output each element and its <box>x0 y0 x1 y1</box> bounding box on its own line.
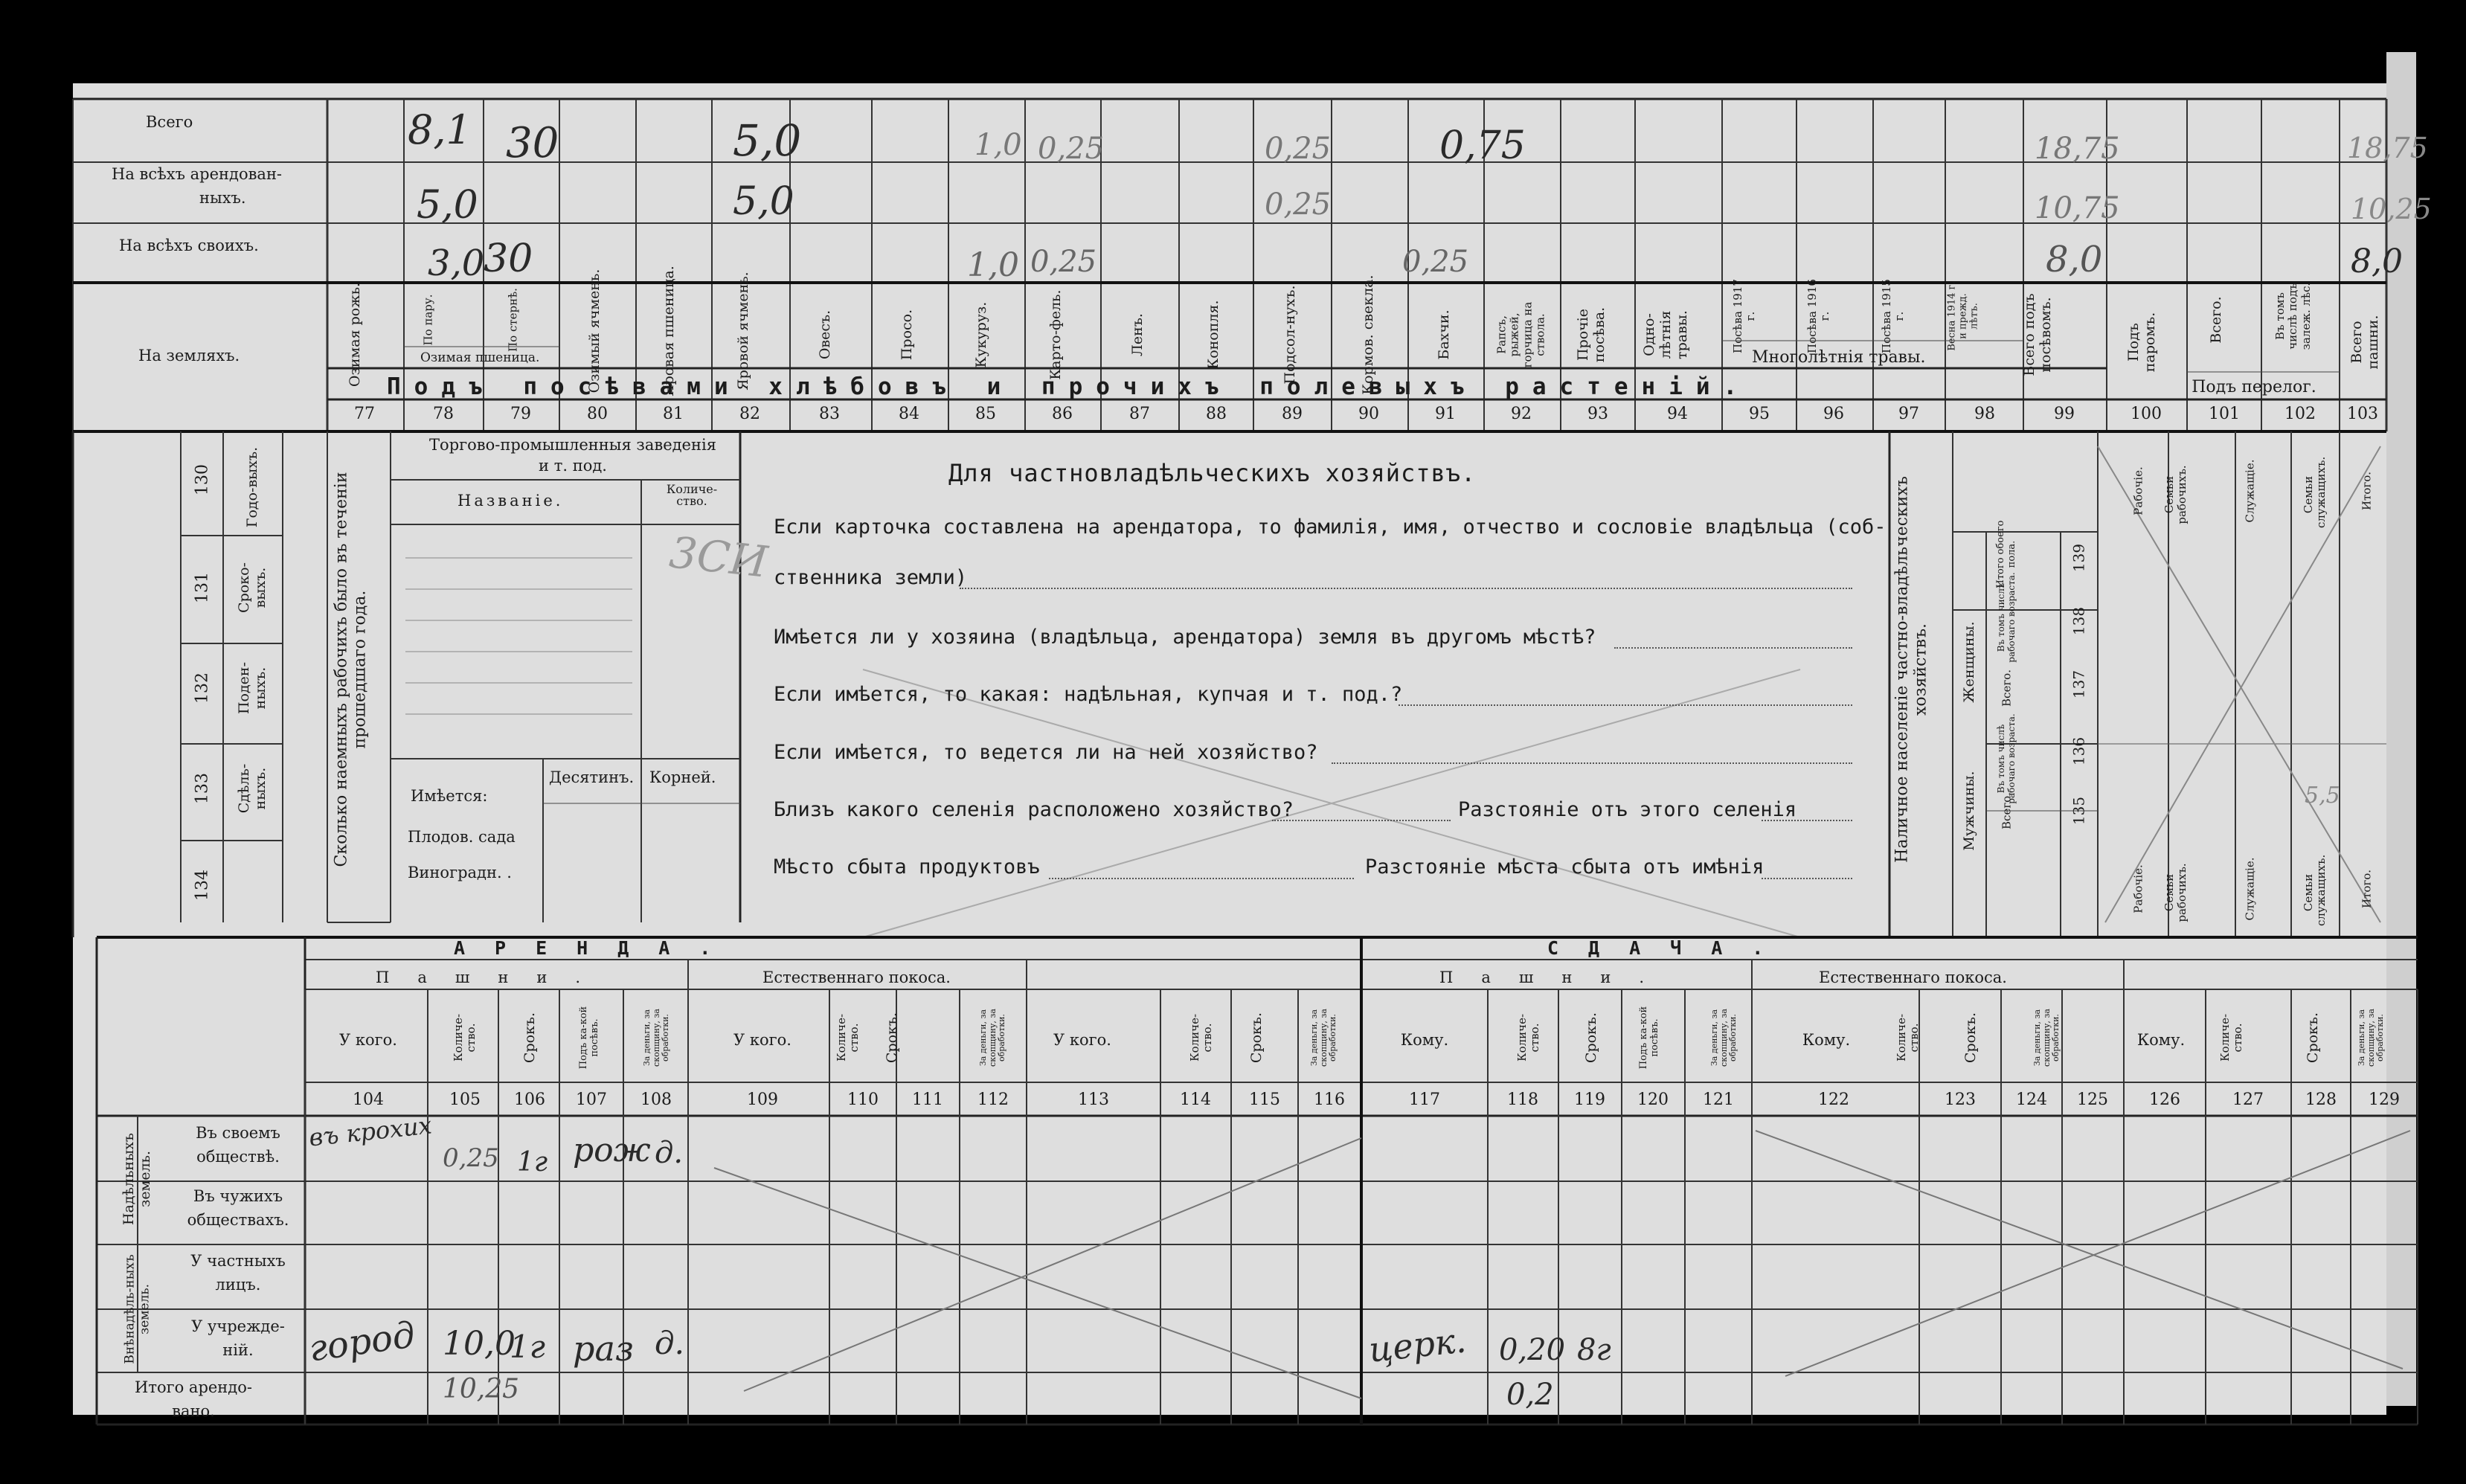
hw-r3-103: 8,0 <box>2351 242 2403 280</box>
answer-line-5b[interactable] <box>1762 820 1852 821</box>
pop-itogo-top: Итого. <box>2360 471 2374 511</box>
row-label-arend-1: На всѣхъ арендован- <box>112 165 283 183</box>
hw-r4-srok2: 8г <box>1577 1333 1611 1367</box>
pop-muzh-v-tom: Въ томъ числѣ рабочаго возраста. <box>1996 713 2017 804</box>
sdacha-komu-2: Кому. <box>1802 1031 1851 1049</box>
sdacha-za-2: За деньги, за скопщину, за обработки. <box>2032 1009 2061 1067</box>
col-number-82: 82 <box>739 405 760 423</box>
crop-po-paru: По пару. <box>421 294 435 346</box>
crop-kukuruza: Кукуруз. <box>973 301 990 368</box>
sdacha-pokosa: Естественнаго покоса. <box>1819 969 2007 986</box>
pop-semyi-sluzh-top: Семьи служащихъ. <box>2301 456 2328 528</box>
arenda-u-kogo-1: У кого. <box>339 1031 397 1049</box>
col-number-105: 105 <box>449 1090 481 1109</box>
pop-rabochie-bot: Рабочiе. <box>2131 864 2145 913</box>
col-number-121: 121 <box>1703 1090 1734 1109</box>
hw-r1-85: 1,0 <box>974 128 1022 162</box>
crop-proso: Просо. <box>899 309 916 361</box>
trade-vinograd: Виноградн. . <box>408 864 512 881</box>
crop-pod-perelog: Подъ перелог. <box>2192 378 2316 396</box>
col-number-118: 118 <box>1507 1090 1538 1109</box>
col-num-131: 131 <box>193 572 212 603</box>
hw-r3-78: 3,0 <box>428 242 485 284</box>
hw-r3-85: 1,0 <box>967 246 1019 284</box>
private-q5: Близъ какого селенiя расположено хозяйство? <box>774 798 1294 821</box>
col-number-113: 113 <box>1078 1090 1109 1109</box>
trade-sad: Плодов. сада <box>408 828 516 846</box>
private-q2: Имѣется ли у хозяина (владѣльца, арендатора) земля въ другомъ мѣстѣ? <box>774 626 1596 649</box>
pop-sluzh-bot: Служащiе. <box>2243 857 2257 921</box>
private-q6: Мѣсто сбыта продуктовъ <box>774 855 1040 878</box>
private-q3: Если имѣется, то какая: надѣльная, купчая и т. под.? <box>774 683 1403 706</box>
crop-ozimaya-rozh: Озимая рожь. <box>347 282 364 388</box>
private-q5b: Разстоянiе отъ этого селенiя <box>1458 798 1797 821</box>
hw-r3-99: 8,0 <box>2046 239 2103 280</box>
pop-itogo-obo: Итого обоего пола. <box>1995 520 2017 588</box>
pop-139: 139 <box>2070 543 2088 573</box>
row-u-uchrezh-1: У учрежде- <box>191 1317 285 1335</box>
arenda-pokosa: Естественнаго покоса. <box>762 969 951 986</box>
trade-qty-header: Количе-ство. <box>666 482 718 508</box>
sdacha-srok-3: Срокъ. <box>2305 1012 2322 1064</box>
col-number-78: 78 <box>433 405 454 423</box>
answer-line-4[interactable] <box>1332 762 1852 764</box>
col-number-106: 106 <box>514 1090 545 1109</box>
hw-itogo-qty2: 0,2 <box>1506 1378 1554 1412</box>
arenda-pashni: Пашни. <box>376 969 609 986</box>
col-number-127: 127 <box>2232 1090 2264 1109</box>
hw-r1-103: 18,75 <box>2347 132 2428 164</box>
sdacha-komu-1: Кому. <box>1400 1031 1449 1049</box>
row-v-chuzhih-2: обществахъ. <box>187 1211 289 1229</box>
crop-podsolnuh: Подсол-нухъ. <box>1282 285 1299 385</box>
row-u-chastnyh-2: лицъ. <box>215 1276 261 1294</box>
hw-r4-za: д. <box>655 1325 684 1361</box>
hw-r1-kogo: въ крохих <box>307 1111 434 1152</box>
hw-pop-55: 5,5 <box>2305 783 2340 809</box>
col-number-99: 99 <box>2054 405 2075 423</box>
row-itogo-2: вано. <box>172 1402 215 1420</box>
col-number-112: 112 <box>977 1090 1009 1109</box>
col-number-85: 85 <box>975 405 996 423</box>
workers-caption: Сколько наемныхъ рабочихъ было въ теченiи прошедшаго года. <box>332 472 370 867</box>
private-title: Для частновладѣльческихъ хозяйствъ. <box>948 459 1477 487</box>
private-q4: Если имѣется, то ведется ли на ней хозяйство? <box>774 741 1318 764</box>
pop-137: 137 <box>2070 669 2088 699</box>
crop-yarovaya-pshenica: Яровая пшеница. <box>661 266 678 396</box>
col-number-88: 88 <box>1206 405 1227 423</box>
row-label-svoih: На всѣхъ своихъ. <box>119 237 259 254</box>
arenda-za-1: За деньги, за скопщину, за обработки. <box>642 1009 671 1067</box>
crop-bahchi: Бахчи. <box>1436 309 1453 360</box>
crop-konoplya: Конопля. <box>1205 300 1222 370</box>
hw-r3-86: 0,25 <box>1030 245 1097 279</box>
crop-poseva-1915: Посѣва 1915 г. <box>1879 279 1906 353</box>
arenda-za-2: За деньги, за скопщину, за обработки. <box>978 1009 1007 1067</box>
row-v-svoem-1: Въ своемъ <box>196 1124 280 1142</box>
pop-sluzh-top: Служащiе. <box>2243 459 2257 523</box>
label-podennyh: Поден-ныхъ. <box>236 661 269 715</box>
pop-136: 136 <box>2070 736 2088 766</box>
col-number-124: 124 <box>2016 1090 2047 1109</box>
col-number-90: 90 <box>1358 405 1379 423</box>
pop-rabochie-top: Рабочiе. <box>2131 466 2145 515</box>
arenda-srok-1: Срокъ. <box>521 1012 539 1064</box>
trade-desyatin: Десятинъ. <box>549 768 635 786</box>
pop-itogo-bot: Итого. <box>2360 869 2374 909</box>
col-number-89: 89 <box>1282 405 1303 423</box>
row-u-uchrezh-2: нiй. <box>222 1341 254 1359</box>
hw-r4-komu: церк. <box>1367 1320 1468 1370</box>
trade-name-header: Названiе. <box>457 492 564 510</box>
crop-poseva-1917: Посѣва 1917 г. <box>1730 279 1757 353</box>
sdacha-qty-1: Количе-ство. <box>1515 1013 1541 1062</box>
crop-poseva-1916: Посѣва 1916 г. <box>1805 279 1831 353</box>
stamp-mark: 3СИ <box>667 527 771 588</box>
hw-r1-78: 8,1 <box>408 106 472 153</box>
crop-prochie: Прочiе посѣва. <box>1575 306 1608 363</box>
col-num-134: 134 <box>193 870 212 901</box>
row-label-vsego: Всего <box>146 113 193 131</box>
arenda-qty-1: Количе-ство. <box>451 1013 478 1062</box>
hw-r1-91: 0,75 <box>1439 123 1526 168</box>
col-number-128: 128 <box>2305 1090 2337 1109</box>
hw-r3-91: 0,25 <box>1402 245 1469 279</box>
hw-r2-78: 5,0 <box>417 183 478 228</box>
crop-vsego-pashni: Всего пашни. <box>2348 315 2381 370</box>
pop-138: 138 <box>2070 606 2088 636</box>
trade-header-2: и т. под. <box>539 457 607 475</box>
crop-vesna-1914: Весна 1914 г. и прежд. лѣтъ. <box>1946 281 1980 351</box>
answer-line-3[interactable] <box>1399 704 1852 706</box>
crop-kartofel: Карто-фель. <box>1047 289 1065 380</box>
col-number-103: 103 <box>2347 405 2378 423</box>
col-number-91: 91 <box>1435 405 1456 423</box>
pop-muzh: Мужчины. <box>1961 771 1978 851</box>
hw-r2-89: 0,25 <box>1265 187 1332 222</box>
col-number-86: 86 <box>1052 405 1073 423</box>
col-number-97: 97 <box>1898 405 1919 423</box>
crop-perelog-v-tom: Въ томъ числѣ подъ залеж. лѣс. <box>2273 282 2313 350</box>
col-number-115: 115 <box>1249 1090 1280 1109</box>
col-number-95: 95 <box>1749 405 1770 423</box>
bot-strike-3 <box>1756 1131 2403 1369</box>
crop-vsego-pod-posevom: Всего подъ посѣвомъ. <box>2021 293 2054 376</box>
col-number-93: 93 <box>1587 405 1608 423</box>
col-number-119: 119 <box>1574 1090 1605 1109</box>
row-label-arend-2: ныхъ. <box>199 189 246 207</box>
pop-zhen: Женщины. <box>1961 621 1978 703</box>
sdacha-komu-3: Кому. <box>2136 1031 2186 1049</box>
pop-zhen-v-tom: Въ томъ числѣ рабочаго возраста. <box>1996 572 2017 663</box>
col-number-110: 110 <box>847 1090 879 1109</box>
pop-strike-1 <box>2098 446 2380 922</box>
answer-line-2[interactable] <box>1614 647 1852 649</box>
trade-korney: Корней. <box>649 768 716 786</box>
answer-line-6b[interactable] <box>1762 878 1852 879</box>
crop-kormov-svekla: Кормов. свекла. <box>1360 274 1377 395</box>
col-number-100: 100 <box>2131 405 2162 423</box>
pop-semyi-rab-bot: Семьи рабочихъ. <box>2162 863 2189 922</box>
pop-semyi-rab-top: Семьи рабочихъ. <box>2162 465 2189 524</box>
hw-r4-qty: 10,0 <box>443 1325 516 1363</box>
arenda-za-3: За деньги, за скопщину, за обработки. <box>1309 1009 1338 1067</box>
label-godovyh: Годо-выхъ. <box>244 446 261 528</box>
private-q1a: Если карточка составлена на арендатора, то фамилiя, имя, отчество и сословiе владѣльца (соб- <box>774 515 1887 539</box>
crop-oves: Овесъ. <box>817 309 834 360</box>
col-number-84: 84 <box>899 405 919 423</box>
col-number-120: 120 <box>1637 1090 1669 1109</box>
row-u-chastnyh-1: У частныхъ <box>190 1252 286 1270</box>
hw-r3-79: 30 <box>484 237 533 281</box>
arenda-banner: АРЕНДА. <box>454 937 741 959</box>
label-sdelnyh: Сдѣль-ныхъ. <box>236 763 269 814</box>
bot-strike-2 <box>744 1138 1361 1391</box>
private-q6b: Разстоянiе мѣста сбыта отъ имѣнiя <box>1365 855 1765 878</box>
arenda-srok-3: Срокъ. <box>1248 1012 1265 1064</box>
col-number-126: 126 <box>2149 1090 2180 1109</box>
crop-ozimaya-pshenica: Озимая пшеница. <box>420 350 540 365</box>
label-srokovyh: Сроко-выхъ. <box>236 562 269 613</box>
col-number-122: 122 <box>1818 1090 1849 1109</box>
crops-banner: Подъ посѣвами хлѣбовъ и прочихъ полевыхъ растенiй. <box>387 373 1751 400</box>
col-number-81: 81 <box>663 405 684 423</box>
crop-pod-parom: Подъ паромъ. <box>2125 312 2158 373</box>
col-number-117: 117 <box>1409 1090 1440 1109</box>
trade-header-1: Торгово-промышленныя заведенiя <box>429 436 716 454</box>
arenda-pod-kakoi: Подъ ка-кой посѣвъ. <box>578 1006 600 1070</box>
hw-r4-pod: раз <box>573 1329 634 1369</box>
col-number-109: 109 <box>747 1090 778 1109</box>
col-number-96: 96 <box>1823 405 1844 423</box>
hw-r1-99: 18,75 <box>2035 132 2120 166</box>
arenda-qty-2: Количе-ство. <box>834 1013 861 1062</box>
crop-po-sterne: По стернѣ. <box>506 288 520 352</box>
col-number-94: 94 <box>1667 405 1688 423</box>
bot-strike-4 <box>1785 1131 2410 1376</box>
crop-mnogoletnie: Многолѣтнiя травы. <box>1752 348 1926 367</box>
hw-r1-pod: рож <box>573 1131 651 1169</box>
sdacha-srok-1: Срокъ. <box>1583 1012 1600 1064</box>
hw-r1-qty: 0,25 <box>443 1143 499 1173</box>
arenda-qty-3: Количе-ство. <box>1187 1013 1214 1062</box>
col-number-125: 125 <box>2077 1090 2108 1109</box>
col-number-111: 111 <box>912 1090 943 1109</box>
arenda-srok-2: Срокъ. <box>884 1012 901 1064</box>
private-q1b: ственника земли) <box>774 566 968 589</box>
pop-zhen-vsego: Всего. <box>2000 669 2014 707</box>
hw-r4-qty2: 0,20 <box>1499 1333 1566 1367</box>
col-number-104: 104 <box>353 1090 384 1109</box>
sdacha-za-1: За деньги, за скопщину, за обработки. <box>1709 1009 1738 1067</box>
col-num-130: 130 <box>193 464 212 495</box>
hw-r1-89: 0,25 <box>1265 132 1332 166</box>
population-caption: Наличное населенiе частно-владѣльческихъ хозяйствъ. <box>1892 476 1930 863</box>
col-number-77: 77 <box>354 405 375 423</box>
row-v-svoem-2: обществѣ. <box>196 1148 280 1166</box>
hw-r4-srok: 1г <box>510 1329 545 1365</box>
hw-r2-82: 5,0 <box>733 179 794 224</box>
row-itogo-1: Итого арендо- <box>135 1378 252 1396</box>
col-number-116: 116 <box>1314 1090 1345 1109</box>
sdacha-pod-kakoi: Подъ ка-кой посѣвъ. <box>1638 1006 1660 1070</box>
col-number-79: 79 <box>510 405 531 423</box>
row-label-zemlyah: На земляхъ. <box>138 347 240 364</box>
hw-itogo-qty: 10,25 <box>443 1374 520 1404</box>
answer-line-5[interactable] <box>1272 820 1451 821</box>
row-v-chuzhih-1: Въ чужихъ <box>193 1187 283 1205</box>
answer-line-6[interactable] <box>1049 878 1354 879</box>
sdacha-pashni: Пашни. <box>1439 969 1673 986</box>
hw-r2-103: 10,25 <box>2351 193 2432 225</box>
pop-muzh-vsego: Всего. <box>2000 792 2014 829</box>
col-number-98: 98 <box>1974 405 1995 423</box>
col-number-129: 129 <box>2369 1090 2400 1109</box>
col-number-108: 108 <box>640 1090 672 1109</box>
hw-r4-kogo: город <box>306 1314 418 1370</box>
sdacha-banner: СДАЧА. <box>1547 937 1794 959</box>
col-number-102: 102 <box>2284 405 2316 423</box>
crop-odnoletnie: Одно-лѣтнiя травы. <box>1641 310 1690 359</box>
crop-perelog-vsego: Всего. <box>2208 296 2225 344</box>
col-num-132: 132 <box>193 672 212 704</box>
sdacha-qty-3: Количе-ство. <box>2218 1013 2244 1062</box>
rowgroup-vnenadel: Внѣнадѣль-ныхъ земель. <box>122 1254 152 1364</box>
answer-line-1[interactable] <box>960 588 1852 589</box>
hw-r1-za: д. <box>655 1136 684 1170</box>
col-number-101: 101 <box>2209 405 2240 423</box>
col-num-133: 133 <box>193 773 212 804</box>
col-number-114: 114 <box>1180 1090 1211 1109</box>
col-number-80: 80 <box>587 405 608 423</box>
col-number-83: 83 <box>819 405 840 423</box>
rowgroup-nadel: Надѣльныхъ земель. <box>121 1132 153 1226</box>
crop-len: Ленъ. <box>1129 313 1146 356</box>
col-number-107: 107 <box>576 1090 607 1109</box>
trade-imeetsya: Имѣется: <box>411 787 488 805</box>
crop-ozimyi-yachmen: Озимый ячмень. <box>586 269 603 394</box>
pop-135: 135 <box>2070 796 2088 826</box>
col-number-123: 123 <box>1945 1090 1976 1109</box>
crop-raps: Рапсъ, рыжей, горчица на ствола. <box>1494 301 1547 368</box>
sdacha-srok-2: Срокъ. <box>1962 1012 1979 1064</box>
hw-r1-79: 30 <box>506 119 559 167</box>
col-number-87: 87 <box>1129 405 1150 423</box>
hw-r1-82: 5,0 <box>733 115 802 166</box>
sdacha-za-3: За деньги, за скопщину, за обработки. <box>2357 1009 2386 1067</box>
sdacha-qty-2: Количе-ство. <box>1894 1013 1921 1062</box>
hw-r2-99: 10,75 <box>2035 191 2120 225</box>
crop-yarovoi-yachmen: Яровой ячмень. <box>735 272 752 391</box>
col-number-92: 92 <box>1511 405 1532 423</box>
hw-r1-86: 0,25 <box>1038 132 1105 166</box>
hw-r1-srok: 1г <box>517 1147 548 1178</box>
arenda-u-kogo-2: У кого. <box>733 1031 792 1049</box>
pop-semyi-sluzh-bot: Семьи служащихъ. <box>2301 854 2328 926</box>
arenda-u-kogo-3: У кого. <box>1053 1031 1111 1049</box>
